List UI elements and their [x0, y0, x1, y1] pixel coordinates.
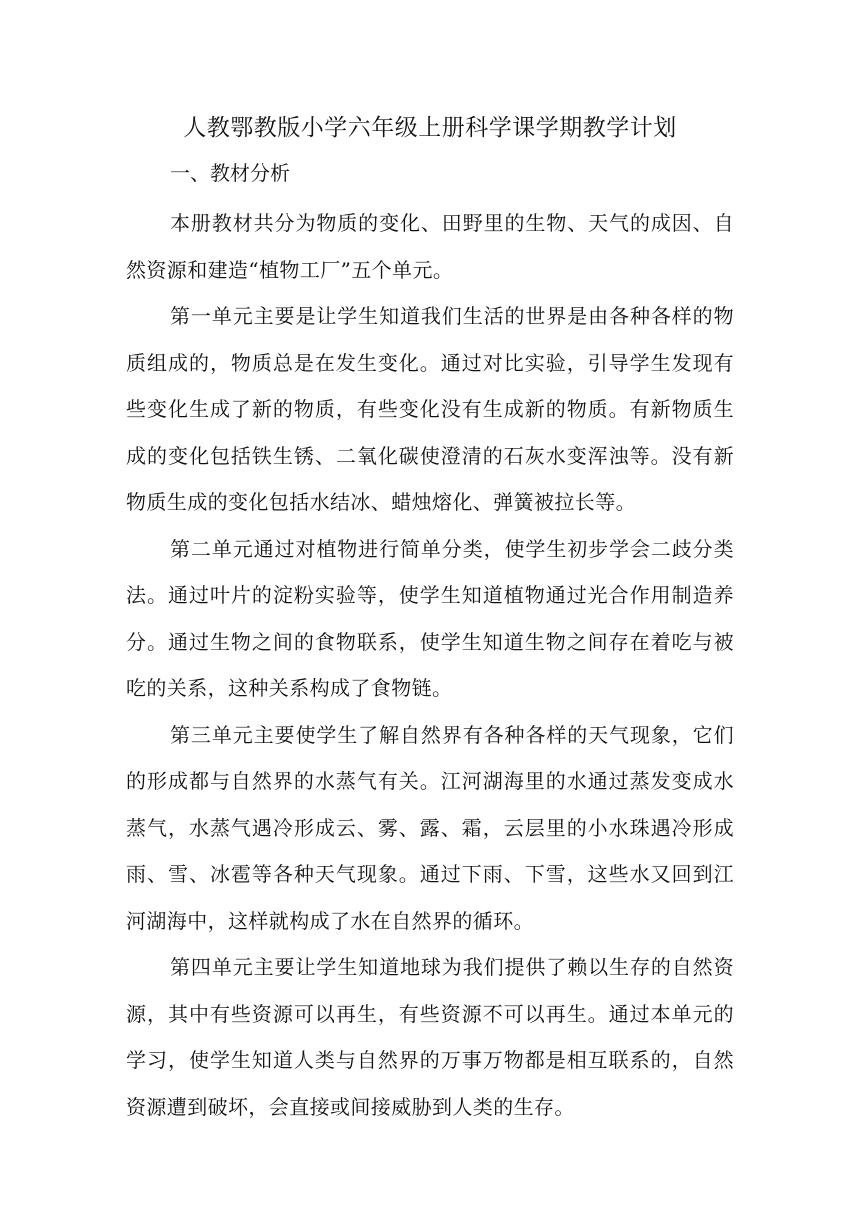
document-title: 人教鄂教版小学六年级上册科学课学期教学计划: [183, 115, 677, 141]
paragraph-unit-4: 第四单元主要让学生知道地球为我们提供了赖以生存的自然资源，其中有些资源可以再生，有些资源不可以再生。通过本单元的学习，使学生知道人类与自然界的万事万物都是相互联系的，自然资源遭到破坏，会直接或间接威胁到人类的生存。: [126, 955, 734, 1119]
paragraph-unit-2: 第二单元通过对植物进行简单分类，使学生初步学会二歧分类法。通过叶片的淀粉实验等，使学生知道植物通过光合作用制造养分。通过生物之间的食物联系，使学生知道生物之间存在着吃与被吃的关系，这种关系构成了食物链。: [126, 536, 734, 700]
paragraph-unit-1: 第一单元主要是让学生知道我们生活的世界是由各种各样的物质组成的，物质总是在发生变化。通过对比实验，引导学生发现有些变化生成了新的物质，有些变化没有生成新的物质。有新物质生成的变化包括铁生锈、二氧化碳使澄清的石灰水变浑浊等。没有新物质生成的变化包括水结冰、蜡烛熔化、弹簧被拉长等。: [126, 304, 734, 514]
paragraph-unit-3: 第三单元主要使学生了解自然界有各种各样的天气现象，它们的形成都与自然界的水蒸气有关。江河湖海里的水通过蒸发变成水蒸气，水蒸气遇冷形成云、雾、露、霜，云层里的小水珠遇冷形成雨、雪、冰雹等各种天气现象。通过下雨、下雪，这些水又回到江河湖海中，这样就构成了水在自然界的循环。: [126, 722, 734, 933]
section-heading: 一、教材分析: [170, 161, 290, 185]
paragraph-intro: 本册教材共分为物质的变化、田野里的生物、天气的成因、自然资源和建造“植物工厂”五个单元。: [126, 211, 734, 282]
document-body: [126, 154, 734, 1130]
